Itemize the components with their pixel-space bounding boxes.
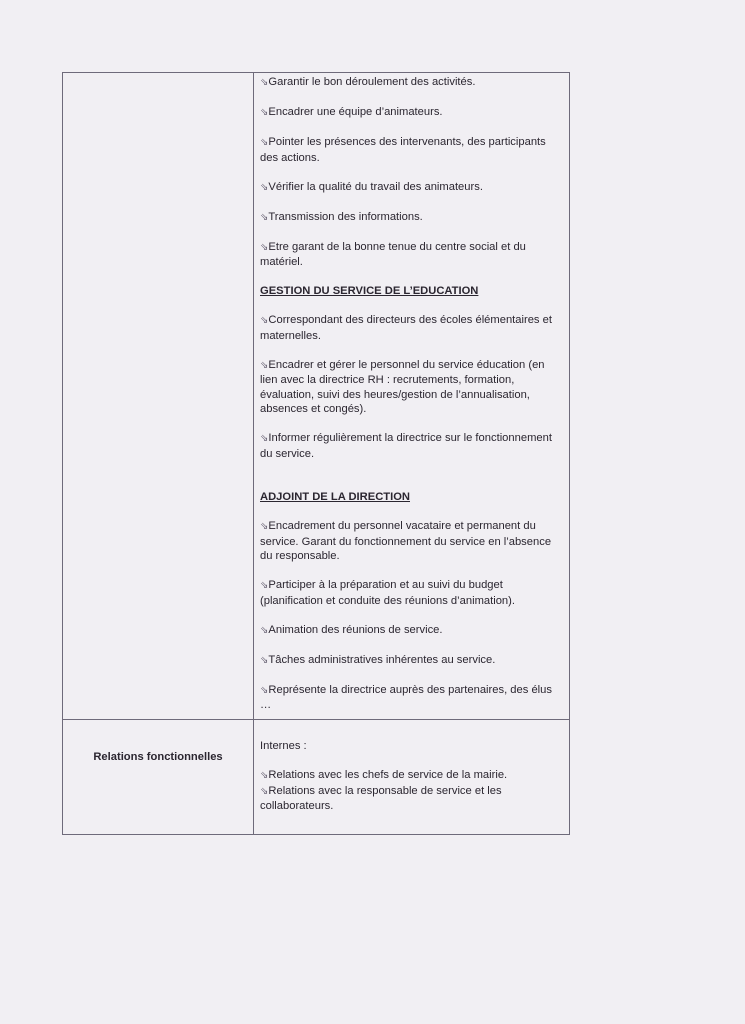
relations-label: Relations fonctionnelles: [93, 751, 223, 763]
responsibilities-table: [62, 72, 570, 835]
missions-cell: [260, 75, 563, 727]
list-item: ⇘ Correspondant des directeurs des écoles élémentaires et maternelles.: [260, 313, 563, 343]
list-item: ⇘ Informer régulièrement la directrice sur le fonctionnement du service.: [260, 431, 563, 461]
list-item: ⇘ Représente la directrice auprès des partenaires, des élus …: [260, 683, 563, 713]
list-item: ⇘ Transmission des informations.: [260, 210, 563, 226]
list-item: ⇘ Vérifier la qualité du travail des animateurs.: [260, 180, 563, 196]
list-item: ⇘ Tâches administratives inhérentes au service.: [260, 653, 563, 669]
section-heading-education: GESTION DU SERVICE DE L’EDUCATION: [260, 285, 479, 297]
list-item: ⇘ Encadrer une équipe d’animateurs.: [260, 105, 563, 121]
list-item: ⇘ Encadrer et gérer le personnel du service éducation (en lien avec la directrice RH : recrutements, formation, évaluation, suivi des heures/gestion de l’annualisation, absences et congés).: [260, 358, 563, 417]
list-item: ⇘ Relations avec les chefs de service de la mairie.: [260, 768, 563, 784]
relations-cell: [260, 739, 563, 814]
relations-intro: Internes :: [260, 740, 307, 752]
list-item: ⇘ Garantir le bon déroulement des activités.: [260, 75, 563, 91]
list-item: ⇘ Encadrement du personnel vacataire et permanent du service. Garant du fonctionnement du service en l’absence du responsable.: [260, 519, 563, 564]
list-item: ⇘ Relations avec la responsable de service et les collaborateurs.: [260, 784, 563, 814]
list-item: ⇘ Participer à la préparation et au suivi du budget (planification et conduite des réunions d’animation).: [260, 578, 563, 608]
section-heading-adjoint: ADJOINT DE LA DIRECTION: [260, 491, 410, 503]
list-item: ⇘ Pointer les présences des intervenants, des participants des actions.: [260, 135, 563, 165]
list-item: ⇘ Etre garant de la bonne tenue du centre social et du matériel.: [260, 240, 563, 270]
list-item: ⇘ Animation des réunions de service.: [260, 623, 563, 639]
